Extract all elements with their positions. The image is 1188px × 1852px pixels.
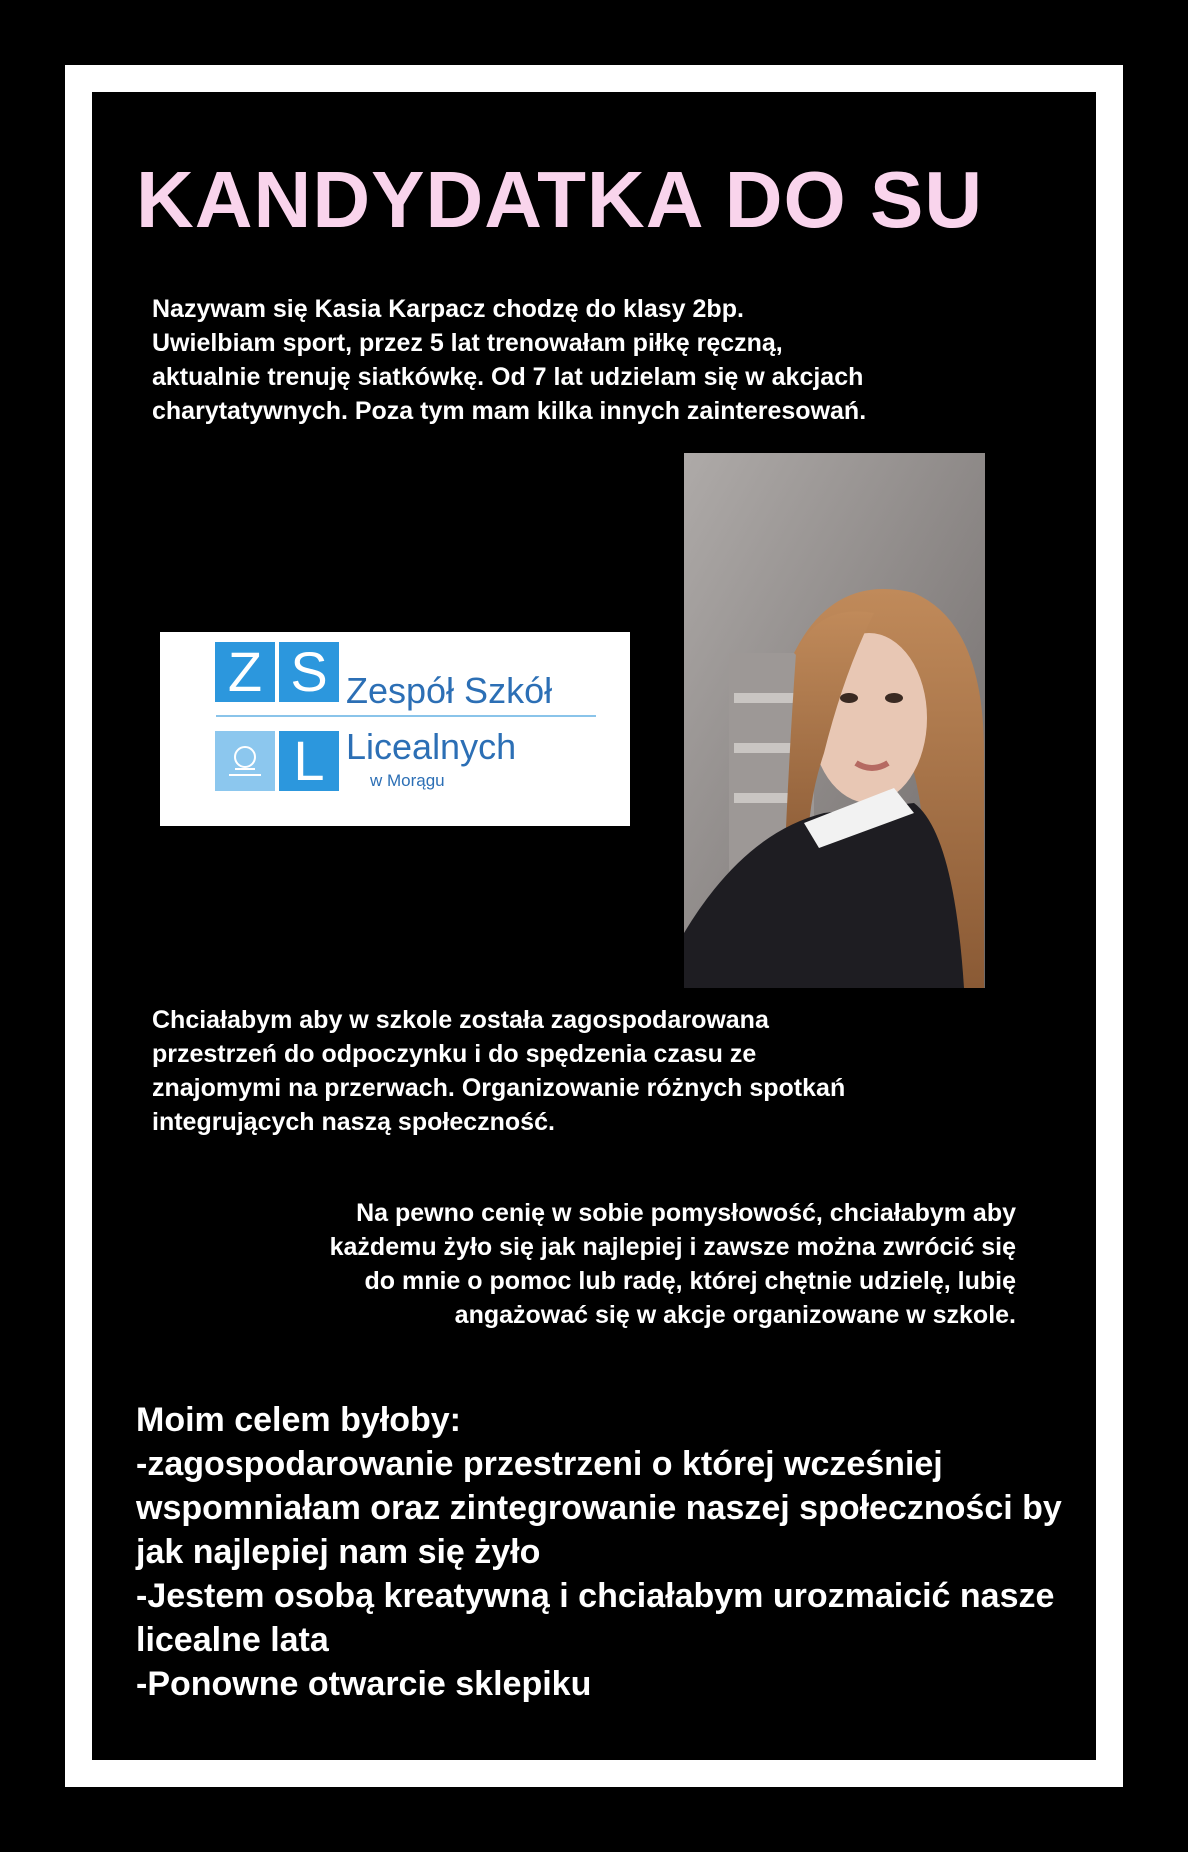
intro-paragraph: Nazywam się Kasia Karpacz chodzę do klasy 2bp. Uwielbiam sport, przez 5 lat trenowałam piłkę ręczną, aktualnie trenuję siatkówkę. Od 7 lat udzielam się w akcjach charytatywnych. Poza tym mam kilka innych zainteresowań. — [152, 295, 867, 425]
logo-letter-z: Z — [215, 642, 275, 702]
logo-divider — [216, 715, 596, 717]
goal-item: -Ponowne otwarcie sklepiku — [136, 1665, 592, 1703]
school-emblem-icon — [215, 731, 275, 791]
logo-text-line3: w Morągu — [370, 771, 445, 790]
candidate-photo — [684, 453, 985, 988]
logo-letter-s: S — [279, 642, 339, 702]
logo-text-line1: Zespół Szkół — [346, 670, 553, 711]
poster-title: KANDYDATKA DO SU — [136, 155, 984, 244]
goal-item: -Jestem osobą kreatywną i chciałabym urozmaicić nasze licealne lata — [136, 1577, 1055, 1659]
logo-letter-l: L — [279, 731, 339, 791]
goal-item: -zagospodarowanie przestrzeni o której wcześniej wspomniałam oraz zintegrowanie naszej społeczności by jak najlepiej nam się żyło — [136, 1445, 1062, 1571]
goals-section — [136, 1398, 1076, 1706]
wish-paragraph: Chciałabym aby w szkole została zagospodarowana przestrzeń do odpoczynku i do spędzenia czasu ze znajomymi na przerwach. Organizowanie różnych spotkań integrujących naszą społeczność. — [152, 1006, 846, 1136]
goals-heading: Moim celem byłoby: — [136, 1401, 461, 1439]
school-logo — [160, 632, 630, 826]
poster — [92, 92, 1096, 1760]
traits-paragraph: Na pewno cenię w sobie pomysłowość, chciałabym aby każdemu żyło się jak najlepiej i zawsze można zwrócić się do mnie o pomoc lub radę, której chętnie udzielę, lubię angażować się w akcje organizowane w szkole. — [329, 1199, 1016, 1329]
logo-text-line2: Licealnych — [346, 726, 517, 767]
